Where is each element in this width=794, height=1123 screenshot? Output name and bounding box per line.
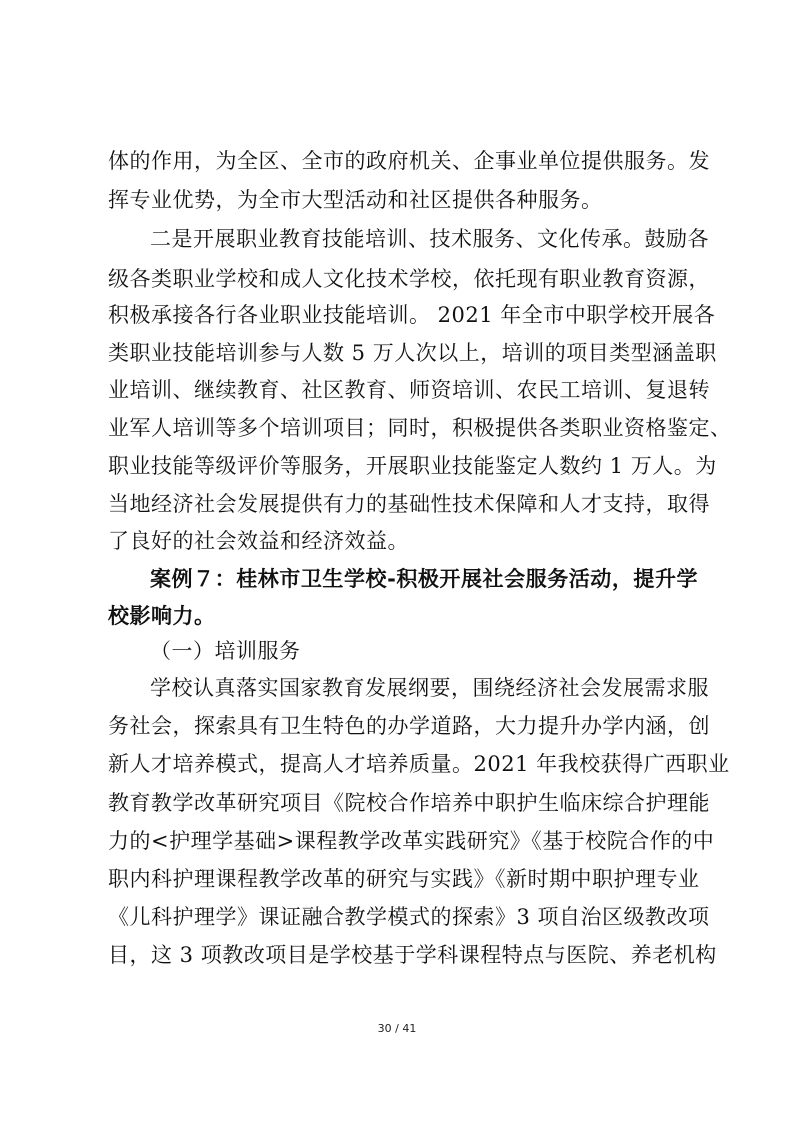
paragraph-line: 级各类职业学校和成人文化技术学校，依托现有职业教育资源， xyxy=(108,267,710,291)
case-heading: 校影响力。 xyxy=(108,604,216,628)
paragraph-line: 职业技能等级评价等服务，开展职业技能鉴定人数约 1 万人。为 xyxy=(108,454,717,478)
paragraph-line: 职内科护理课程教学改革的研究与实践》《新时期中职护理专业 xyxy=(108,867,700,891)
paragraph-line: 《儿科护理学》课证融合教学模式的探索》3 项自治区级教改项 xyxy=(108,905,710,929)
paragraph-line: 类职业技能培训参与人数 5 万人次以上，培训的项目类型涵盖职 xyxy=(108,341,717,365)
paragraph-line: 二是开展职业教育技能培训、技术服务、文化传承。鼓励各 xyxy=(150,227,709,251)
paragraph-line: 业培训、继续教育、社区教育、师资培训、农民工培训、复退转 xyxy=(108,378,710,402)
paragraph-line: 了良好的社会效益和经济效益。 xyxy=(108,529,409,553)
paragraph-line: 教育教学改革研究项目《院校合作培养中职护生临床综合护理能 xyxy=(108,791,710,815)
paragraph-line: 业军人培训等多个培训项目；同时，积极提供各类职业资格鉴定、 xyxy=(108,416,732,440)
case-heading: 案例７：桂林市卫生学校-积极开展社会服务活动，提升学 xyxy=(150,567,698,591)
paragraph-line: 挥专业优势，为全市大型活动和社区提供各种服务。 xyxy=(108,188,603,212)
page-number: 30 / 41 xyxy=(377,1022,417,1035)
paragraph-line: 体的作用，为全区、全市的政府机关、企事业单位提供服务。发 xyxy=(108,149,710,173)
paragraph-line: 当地经济社会发展提供有力的基础性技术保障和人才支持，取得 xyxy=(108,492,710,516)
paragraph-line: 学校认真落实国家教育发展纲要，围绕经济社会发展需求服 xyxy=(150,676,709,700)
section-subheading: （一）培训服务 xyxy=(150,639,301,663)
paragraph-line: 力的<护理学基础>课程教学改革实践研究》《基于校院合作的中 xyxy=(108,829,715,853)
paragraph-line: 目，这 3 项教改项目是学校基于学科课程特点与医院、养老机构 xyxy=(108,943,717,967)
paragraph-line: 积极承接各行各业职业技能培训。 2021 年全市中职学校开展各 xyxy=(108,303,716,327)
paragraph-line: 务社会，探索具有卫生特色的办学道路，大力提升办学内涵，创 xyxy=(108,714,710,738)
paragraph-line: 新人才培养模式，提高人才培养质量。2021 年我校获得广西职业 xyxy=(108,752,730,776)
